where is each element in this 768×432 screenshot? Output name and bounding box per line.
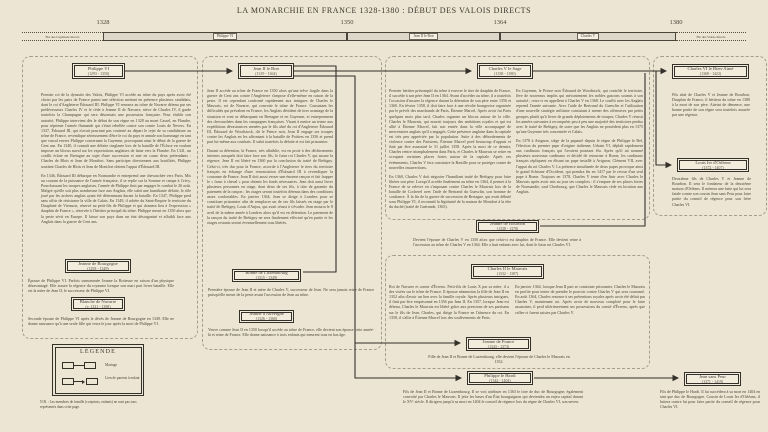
paragraph: En 1360, Charles V doit négocier l'humiliant traité de Brétigny pour faire libérer son père. Lorsqu'il accède finalement au trône en 1364, il permet à la France de se relever en s'imposant contre Charles le Mauvais lors de la bataille de Cocherel avec l'aide de Bertrand du Guesclin, son homme de confiance. À la fin de la guerre de succession de Bretagne, qui avait débuté sous Philippe VI, il reconnaît la légitimité de la maison de Montfort à la tête du duché (traité de Guérande, 1365). <box>389 173 511 210</box>
paragraph: Seconde épouse de Philippe VI après le décès de Jeanne de Bourgogne en 1349. Elle ne donne naissance qu'à une seule fille qui verra le jour après la mort de Philippe VI. <box>28 316 174 327</box>
paragraph: Épouse de Philippe VI. Parfois surnommée Jeanne la Boiteuse en raison d'un physique désavantagé. Elle assure la régence du royaume lorsque son mari part livrer bataille. Elle est la mère de Jean II, le successeur de Philippe VI. <box>28 278 174 294</box>
text-charles6 <box>672 92 750 122</box>
person-dates: (1326 - 1360) <box>255 317 278 322</box>
timeline-segment-label: Philippe VI <box>213 33 238 40</box>
text-philippe-hardi <box>403 389 583 408</box>
text-charles5-col2 <box>516 88 643 198</box>
timeline-year: 1364 <box>493 19 507 26</box>
person-box-jean-sans-peur <box>684 372 741 386</box>
legend-parent-label: Lien de parents à enfant <box>105 376 140 380</box>
legend-parent-line <box>74 381 82 382</box>
text-philippe6 <box>41 92 191 228</box>
person-dates: (1338 - 1380) <box>494 71 516 76</box>
person-box-jeanne-bourgogne <box>65 259 131 273</box>
person-dates: (1319 - 1364) <box>255 71 277 76</box>
person-box-charles6 <box>672 64 749 79</box>
text-charles2-col1 <box>389 284 509 324</box>
paragraph: En 1378 à Avignon, siège de la papauté depuis le règne de Philippe le Bel, l'élection du premier pape d'origine italienne, Urbain VI, déplaît rapidement aux cardinaux français qui l'avaient pourtant élu. Après qu'il ait nommé plusieurs nouveaux cardinaux et décidé de retourner à Rome, les cardinaux français répliquent en élisant un pape installé à Avignon, Clément VII, avec l'appui du roi Charles V. La présence simultanée de deux papes provoque ainsi le grand Schisme d'Occident, qui prendra fin en 1417 par le retour d'un seul pape à Rome. Toujours en 1378, Charles V tente d'en finir avec Charles le Mauvais après avoir mis au jour ses complots : il s'empare de ses places fortes de Normandie, sauf Cherbourg, que Charles le Mauvais cède en location aux Anglais. <box>516 137 643 195</box>
timeline-segment-label: Jean II le Bon <box>409 33 437 40</box>
timeline-year: 1380 <box>669 19 683 26</box>
person-box-philippe-hardi <box>467 371 533 385</box>
text-jeanne-france <box>424 354 574 368</box>
person-name: Jean II le Bon <box>253 65 279 71</box>
text-jeanne-auvergne <box>208 327 374 341</box>
timeline-segment-jean2 <box>347 32 500 41</box>
person-name: Jeanne de Bourbon <box>489 221 526 227</box>
timeline-year: 1328 <box>96 19 110 26</box>
text-charles5-col1 <box>389 88 511 214</box>
paragraph: En Guyenne, le Prince noir Édouard de Woodstock, qui contrôle le territoire, lève de nouveaux impôts qui mécontentent les nobles gascons soumis à son autorité ; ceux-ci en appellent à Charles V en 1368. Le conflit avec les Anglais reprend l'année suivante. Avec l'aide de Bertrand du Guesclin et l'utilisation d'une nouvelle stratégie militaire consistant à mener des offensives par petits groupes plutôt qu'à livrer de grands déploiements de troupes, Charles V réussit les années suivantes à reconquérir peu à peu une majorité des territoires perdus avec le traité de Brétigny, de sorte que les Anglais ne possèdent plus en 1375 qu'une Guyenne très concentrée et Calais. <box>516 88 643 134</box>
paragraph: Fils de Philippe le Hardi. Il lui succédera à sa mort en 1404 en tant que duc de Bourgogne. Cousin de Louis Ier d'Orléans, il luttera contre lui pour faire partie du conseil de régence pour Charles VI. <box>660 389 760 410</box>
paragraph: Veuve comme Jean II en 1350 lorsqu'il accède au trône de France, elle devient son épouse cette année-là et reine de France. Elle donne naissance à trois enfants qui meurent tous en bas âge. <box>208 327 374 338</box>
paragraph: Premier héritier présomptif du trône à exercer le titre de dauphin de France, il succède à son père Jean II en 1364. Avant d'accéder au trône, il a toutefois l'occasion d'assurer la régence durant la détention de son père entre 1356 et 1360. En février 1358, il doit faire face à une révolte bourgeoise organisée par le prévôt des marchands de Paris, Étienne Marcel. Après avoir fui Paris quelques mois plus tard, Charles organise un blocus autour de la ville. Charles le Mauvais, qui nourrit toujours des ambitions royales et qui est allié à Étienne Marcel, fait son entrée dans la ville accompagné de mercenaires anglais qu'il a engagés. Cette présence anglaise dans la capitale est très peu appréciée par la population. Suite à des débordements de violence contre des Parisiens, Étienne Marcel perd beaucoup d'appuis et finit par être assassiné le 31 juillet 1358. Après la mort de ce dernier, Charles rentre triomphalement dans Paris, et Charles le Mauvais se retire en occupant certaines places fortes autour de la capitale. Après ces événements, Charles V fera construire la Bastille pour se protéger contre de nouvelles insurrections. <box>389 88 511 170</box>
legend-parent-box-left <box>62 378 74 385</box>
person-box-bonne-luxembourg <box>232 269 301 282</box>
person-dates: (1342 - 1404) <box>489 378 511 383</box>
text-jean2 <box>207 88 333 229</box>
person-dates: (1315 - 1349) <box>255 276 278 281</box>
person-box-jean2 <box>238 63 294 79</box>
legend-parent-box-right <box>86 378 98 385</box>
person-name: Charles V le Sage <box>488 65 522 71</box>
legend-marriage-label: Mariage <box>105 363 117 367</box>
text-charles2-col2 <box>515 284 645 319</box>
person-box-jeanne-france <box>466 337 531 351</box>
person-name: Charles II le Mauvais <box>487 266 528 272</box>
person-name: Charles VI le Bien-Aimé <box>687 66 734 72</box>
person-dates: (1372 - 1407) <box>702 165 724 170</box>
page-title: LA MONARCHIE EN FRANCE 1328-1380 : DÉBUT DES VALOIS DIRECTS <box>236 6 532 15</box>
paragraph: Durant sa détention, la France, très affaiblie, est en proie à des déchirements internes auxquels doit faire face son fils, le futur roi Charles V, qui assure la régence. Jean II est libéré en 1360 par la conclusion du traité de Brétigny. Celui-ci, très dur pour la France, accorde à l'Angleterre le tiers du territoire français en échange d'une renonciation d'Édouard III à revendiquer la couronne de France. Jean II doit aussi verser une énorme rançon et fait frapper le « franc à cheval » pour obtenir les fonds nécessaires. Jean doit aussi livrer plusieurs personnes en otage, dont deux de ses fils, à titre de garantie du paiement de la rançon ; les otages seront toutefois détenus dans des conditions assez confortables. En janvier 1364, Jean se dirige à Londres pour se constituer prisonnier afin de remplacer un de ses fils laissés en otage par le traité de Brétigny, Louis d'Anjou, qui avait réussi à s'évader. Jean mourra le 8 avril de la même année à Londres alors qu'il est en détention. Le paiement de la rançon du traité de Brétigny ne sera finalement effectué qu'en partie et les otages restants seront éventuellement tous libérés. <box>207 148 333 225</box>
person-name: Jeanne d'Auvergne <box>249 311 284 317</box>
person-dates: (v. 1331 - 1398) <box>85 304 111 309</box>
person-dates: (1293 - 1350) <box>87 71 110 76</box>
person-name: Philippe le Hardi <box>484 372 516 378</box>
paragraph: Premier roi de la dynastie des Valois, Philippe VI accède au trône du pays après avoir été choisi par les pairs de France parmi une sélection mettant en présence plusieurs candidats, dont le roi d'Angleterre Édouard III. Philippe VI renonce au trône de Navarre détenu par ses prédécesseurs Charles IV et le cède à Jeanne II de Navarre, nièce de Charles IV, il garde toutefois la Champagne qui sera désormais une possession française. Pour établir son autorité, Philippe intervient dès le début de son règne en 1328 au mont Cassel, en Flandre, pour réprimer l'armée flamande qui s'était rebellée contre son comte Louis de Nevers. En 1337, Édouard III, qui n'avait pourtant pas contesté au départ le rejet de sa candidature au trône de France, revendique sérieusement d'être le roi du pays et annule son hommage en tant que vassal envers Philippe concernant la Guyenne, provoquant ainsi le début de la guerre de Cent ans. En 1340, il connaît une défaite cinglante lors de la bataille de l'Écluse en voulant imposer un blocus naval sur les exportations anglaises de laine vers la Flandre. En 1341, un conflit éclate en Bretagne au sujet d'une succession et met en cause deux prétendants : Charles de Blois et Jean de Montfort. Sans participer directement aux hostilités, Philippe soutient Charles de Blois et Jean de Montfort obtient l'appui d'Édouard III. <box>41 92 191 169</box>
timeline-post-label: Fin des Valois directs <box>696 34 726 39</box>
text-louis-orleans <box>672 176 751 211</box>
person-name: Louis Ier d'Orléans <box>695 159 731 165</box>
timeline-year: 1350 <box>340 19 354 26</box>
legend-nb-note: N.B. : Les membres de famille (conjoints, enfants) ne sont pas tous représentés dans cette page. <box>40 400 137 409</box>
paragraph: En janvier 1364, lorsque Jean II part se constituer prisonnier, Charles le Mauvais en profite pour tenter de prendre le pouvoir contre Charles V qui sera couronné. En août 1364, Charles renonce à ses prétentions royales après avoir été défait par Charles V, maintenant roi. Après avoir de nouveau comploté pour le faire assassiner, il perd ultérieurement ses possessions du comté d'Évreux, après que celles-ci furent saisies par Charles V. <box>515 284 645 315</box>
timeline-pre-capetiens <box>22 32 103 41</box>
paragraph: Première épouse de Jean II et mère de Charles V, successeur de Jean. Ne sera jamais reine de France puisqu'elle meurt de la peste avant l'accession de Jean au trône. <box>208 287 374 298</box>
person-name: Jean sans Peur <box>699 373 726 379</box>
person-box-blanche-navarre <box>71 297 125 311</box>
person-name: Jeanne de Bourgogne <box>78 260 118 266</box>
person-name: Philippe VI <box>87 65 110 71</box>
person-name: Bonne de Luxembourg <box>245 270 288 276</box>
timeline-segment-philippe6 <box>103 32 347 41</box>
person-dates: (1293 - 1349) <box>87 266 109 271</box>
text-jean-sans-peur <box>660 389 760 413</box>
paragraph: Devient l'épouse de Charles V en 1350 alors que celui-ci est dauphin de France. Elle devient reine à l'accession au trône de Charles V en 1364. Elle a huit enfants avec lui, dont le futur roi Charles VI. <box>413 237 581 248</box>
person-dates: (1371 - 1419) <box>701 379 724 384</box>
person-box-philippe6 <box>72 63 125 79</box>
legend-marriage-line <box>74 365 84 366</box>
person-box-jeanne-auvergne <box>239 310 294 323</box>
paragraph: Fils de Jean II et Bonne de Luxembourg. Il se voit attribuer en 1363 le titre de duc de Bourgogne, également convoité par Charles le Mauvais. Il jette les bases d'un État bourguignon qui deviendra un enjeu capital durant le XVᵉ siècle. Il dirigera jusqu'à sa mort en 1404 le conseil de régence lors du règne de Charles VI, son neveu. <box>403 389 583 405</box>
person-dates: (1368 - 1422) <box>699 72 722 77</box>
person-dates: (1332 - 1387) <box>496 272 519 277</box>
person-dates: (1338 - 1378) <box>496 227 519 232</box>
paragraph: Roi de Navarre et comte d'Évreux. Petit-fils de Louis X par sa mère, il a des visées sur le trône de France. Il épouse néanmoins la fille de Jean II en 1352 afin d'avoir un lien avec la famille royale. Après plusieurs intrigues, il finit par être emprisonné en 1356 par Jean II. En 1357, lorsque Jean est détenu, Charles le Mauvais est libéré grâce aux pressions de ses partisans sur le fils de Jean, Charles, qui dirige la France en l'absence du roi. En 1358, il s'allie à Étienne Marcel lors des soulèvements de Paris. <box>389 284 509 320</box>
legend-title: LÉGENDE <box>79 349 117 355</box>
paragraph: Fils aîné de Charles V et Jeanne de Bourbon, Dauphin de France, il héritera du trône en 1380 à la mort de son père. Atteint de démence, une bonne partie de son règne sera toutefois assurée par une régence. <box>672 92 750 118</box>
paragraph: Deuxième fils de Charles V et Jeanne de Bourbon. Il sera le fondateur de la deuxième maison d'Orléans. Il mènera une lutte qui lui sera fatale contre son cousin Jean sans Peur pour faire partie du conseil de régence pour son frère Charles VI. <box>672 176 751 207</box>
person-name: Jeanne de France <box>482 338 515 344</box>
text-jeanne-bourbon <box>413 237 581 251</box>
paragraph: Jean II accède au trône de France en 1350 alors qu'une trêve fragile dans la guerre de Cent ans contre l'Angleterre s'impose d'elle-même en raison de la peste. Il est cependant confronté rapidement aux intrigues de Charles le Mauvais, roi de Navarre, qui convoite le trône de France. Constatant les difficultés qui prévalent en France, les Anglais décident de tirer avantage de la situation et vont se débarquant en Bretagne et en Guyenne, et entreprennent des chevauchées dans les campagnes françaises. Visant à mettre un terme aux expéditions dévastatrices menées par le fils aîné du roi d'Angleterre Édouard III, Édouard de Woodstock, dit le Prince noir, Jean II engage ses troupes contre les Anglais en les affrontant à la bataille de Poitiers en 1356 et prend part lui-même aux combats. Il subit toutefois la défaite et est fait prisonnier. <box>207 88 333 145</box>
text-jeanne-bourgogne <box>28 278 174 297</box>
person-name: Blanche de Navarre <box>79 298 117 304</box>
text-bonne-luxembourg <box>208 287 374 301</box>
person-box-charles5 <box>477 63 533 79</box>
legend-box <box>52 344 144 396</box>
person-box-louis-orleans <box>677 158 749 172</box>
person-box-jeanne-bourbon <box>476 220 539 233</box>
timeline-pre-label: Fin des Capétiens directs <box>45 34 80 39</box>
person-box-charles2 <box>471 264 544 279</box>
legend-arrow-icon <box>82 380 85 384</box>
legend-marriage-box-right <box>84 362 96 369</box>
legend-marriage-box-left <box>62 362 74 369</box>
text-blanche-navarre <box>28 316 174 330</box>
person-dates: (1343 - 1373) <box>487 344 510 349</box>
timeline-post-valois <box>676 32 746 41</box>
paragraph: En 1346, Édouard III débarque en Normandie et entreprend une chevauchée vers Paris. Mis au courant de la puissance de l'armée française, il se replie sur la Somme et campe à Crécy. Pourchassant les troupes anglaises, l'armée de Philippe finit par engager le combat le 26 août. Malgré qu'elle soit plus nombreuse face aux Anglais, elle subit une humiliante défaite, le rôle joué par les archers anglais ayant été déterminant durant la bataille. En 1347, Philippe perd sans offrir de résistance la ville de Calais. En 1349, il achète du Saint-Empire le territoire du Dauphiné de Viennois, réservé au petit-fils de Philippe et qui donnera lieu à l'expression « dauphin de France », réservée à l'héritier principal du trône. Philippe meurt en 1350 alors que la peste sévit en Europe. Il laisse son pays dans un état désorganisé et affaibli face aux Anglais dans la guerre de Cent ans. <box>41 172 191 224</box>
paragraph: Fille de Jean II et Bonne de Luxembourg, elle devient l'épouse de Charles le Mauvais en 1352. <box>428 354 570 365</box>
timeline-segment-charles5 <box>500 32 676 41</box>
timeline-segment-label: Charles V <box>577 33 599 40</box>
